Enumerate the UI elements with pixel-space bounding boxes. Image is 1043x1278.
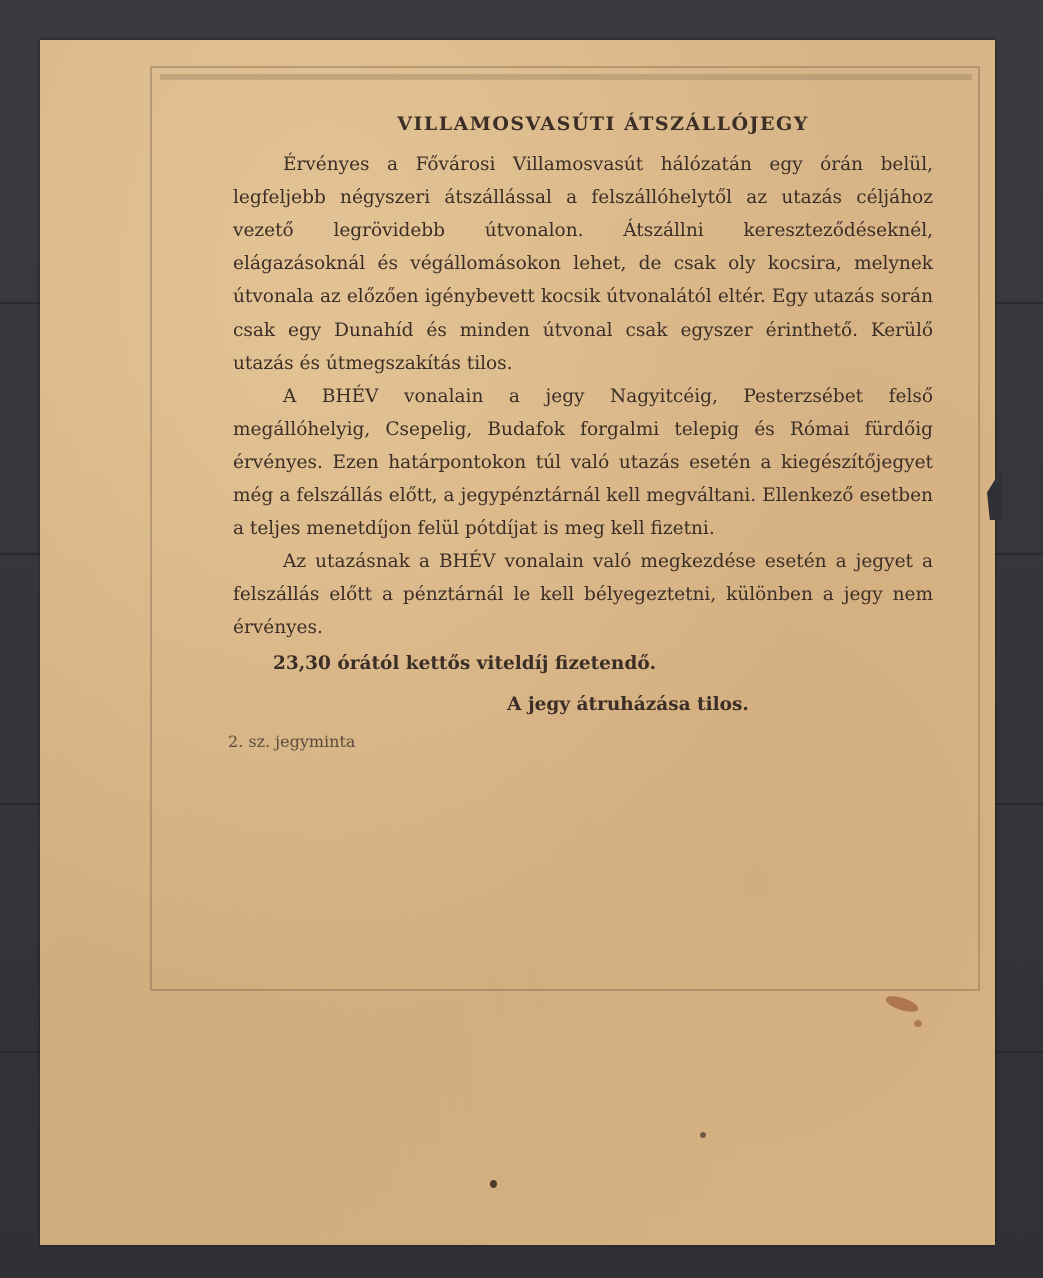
ticket-text xyxy=(228,108,933,758)
validity-rules: Érvényes a Fővárosi Villamosvasút hálózatán egy órán belül, legfeljebb négyszeri átszállással a felszállóhelytől az utazás céljához vezető legrövidebb útvonalon. Átszállni kereszteződéseknél, elágazásoknál és végállomásokon lehet, de csak oly kocsira, melynek útvonala az előzően igénybevett kocsik útvonalától eltér. Egy utazás során csak egy Dunahíd és minden útvonal csak egyszer érinthető. Kerülő utazás és útmegszakítás tilos. xyxy=(233,154,933,374)
bhev-stamping-rules: Az utazásnak a BHÉV vonalain való megkezdése esetén a jegyet a felszállás előtt a pénztárnál le kell bélyegeztetni, különben a jegy nem érvényes. xyxy=(233,551,933,639)
ink-speck xyxy=(490,1180,497,1188)
night-fare-note: 23,30 órától kettős viteldíj fizetendő. xyxy=(273,652,657,674)
ticket-title: VILLAMOSVASÚTI ÁTSZÁLLÓJEGY xyxy=(397,113,809,135)
print-frame-band xyxy=(160,74,972,80)
sample-number: 2. sz. jegyminta xyxy=(228,731,356,751)
ink-speck xyxy=(700,1132,706,1138)
bhev-rules: A BHÉV vonalain a jegy Nagyitcéig, Pesterzsébet felső megállóhelyig, Csepelig, Budafok forgalmi telepig és Római fürdőig érvényes. Ezen határpontokon túl való utazás esetén a kiegészítőjegyet még a felszállás előtt, a jegypénztárnál kell megváltani. Ellenkező esetben a teljes menetdíjon felül pótdíjat is meg kell fizetni. xyxy=(233,385,933,540)
non-transferable-note: A jegy átruházása tilos. xyxy=(507,693,749,715)
rust-speck xyxy=(914,1020,922,1027)
